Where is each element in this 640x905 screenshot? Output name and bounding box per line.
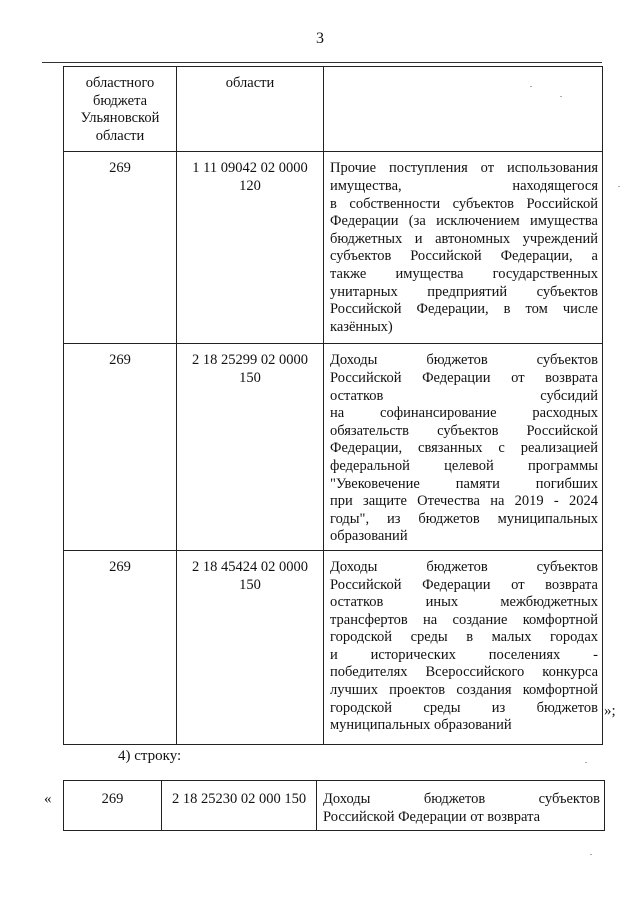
income-description [317, 781, 604, 828]
text-line: области [95, 127, 145, 144]
table-row [64, 152, 603, 344]
scan-speck [560, 96, 562, 97]
admin-code-cell [64, 152, 177, 344]
text-line: обязательств субъектов Российской [330, 422, 598, 439]
income-description [324, 551, 602, 739]
text-line: областного [85, 75, 155, 91]
admin-column-cell [64, 67, 177, 152]
text-line: Федерации, связанных с реализацией [330, 440, 598, 457]
text-line: городской среды в малых городах [330, 629, 598, 646]
text-line: Доходы бюджетов субъектов [330, 352, 598, 369]
header-col1-text [64, 67, 176, 151]
admin-code: 269 [101, 791, 124, 807]
income-codes-table [63, 66, 603, 745]
description-column-cell [324, 67, 603, 152]
text-line: унитарных предприятий субъектов [330, 283, 598, 300]
text-line: Федерации (за исключением имущества [330, 213, 598, 230]
text-line: субъектов Российской Федерации, а [330, 248, 598, 265]
budget-code: 2 18 25230 02 000 150 [171, 791, 307, 807]
income-description-cell [324, 550, 603, 744]
admin-code-cell [64, 550, 177, 744]
text-line: области [225, 75, 275, 91]
top-rule [42, 62, 602, 63]
amendment-subheading: 4) строку: [118, 748, 182, 764]
page-number: 3 [316, 30, 324, 47]
income-description-cell [317, 781, 605, 831]
text-line: в собственности субъектов Российской [330, 195, 598, 212]
text-line: Российской Федерации от возврата [330, 369, 598, 386]
header-col3-text [324, 67, 602, 79]
budget-code [177, 344, 323, 393]
text-line: годы", из бюджетов муниципальных [330, 510, 598, 527]
text-line: образований [330, 528, 408, 545]
text-line: Ульяновской [80, 110, 160, 127]
text-line: федеральной целевой программы [330, 457, 598, 474]
text-line: Российской Федерации от возврата [323, 808, 541, 825]
text-line: на софинансирование расходных [330, 405, 598, 422]
text-line: "Увековечение памяти погибших [330, 475, 598, 492]
text-line: остатков субсидий [330, 387, 598, 404]
text-line: при защите Отечества на 2019 - 2024 [330, 493, 598, 510]
admin-code-cell [64, 344, 177, 551]
scan-speck [590, 854, 592, 855]
income-description-cell [324, 344, 603, 551]
budget-code [177, 152, 323, 201]
text-line: 120 [239, 177, 261, 194]
income-description [324, 344, 602, 550]
scan-speck [618, 186, 620, 187]
admin-code-cell [64, 781, 162, 831]
table-continued-header-row [64, 67, 603, 152]
text-line: 150 [239, 369, 261, 386]
text-line: 2 18 45424 02 0000 [192, 558, 308, 575]
text-line: и исторических поселениях - [330, 646, 598, 663]
scan-speck [530, 86, 532, 87]
text-line: трансфертов на создание комфортной [330, 611, 598, 628]
text-line: бюджета [92, 92, 148, 109]
closing-quote: »; [604, 703, 616, 719]
text-line: имущества, находящегося [330, 177, 598, 194]
text-line: муниципальных образований [330, 717, 512, 734]
budget-code [177, 551, 323, 600]
text-line: Российской Федерации от возврата [330, 576, 598, 593]
table-row [64, 344, 603, 551]
text-line: Российской Федерации, в том числе [330, 301, 598, 318]
admin-code: 269 [109, 558, 131, 575]
text-line: 2 18 25299 02 0000 [192, 352, 308, 369]
text-line: 1 11 09042 02 0000 [192, 160, 308, 177]
text-line: казённых) [330, 318, 393, 335]
table-row [64, 781, 605, 831]
budget-code-cell [177, 344, 324, 551]
income-description [324, 152, 602, 340]
text-line: городской среды из бюджетов [330, 699, 598, 716]
text-line: Прочие поступления от использования [330, 160, 598, 177]
replacement-row-table [63, 780, 605, 831]
code-column-cell [177, 67, 324, 152]
text-line: также имущества государственных [330, 265, 598, 282]
text-line: лучших проектов создания комфортной [330, 682, 598, 699]
scan-speck [585, 762, 587, 763]
budget-code-cell [177, 550, 324, 744]
budget-code-cell [177, 152, 324, 344]
text-line: победителях Всероссийского конкурса [330, 664, 598, 681]
text-line: бюджетных и автономных учреждений [330, 230, 598, 247]
income-description-cell [324, 152, 603, 344]
admin-code: 269 [109, 352, 131, 369]
opening-quote: « [44, 791, 52, 807]
header-col2-text [177, 67, 323, 99]
table-row [64, 550, 603, 744]
text-line: 150 [239, 576, 261, 593]
budget-code-cell [162, 781, 317, 831]
text-line: остатков иных межбюджетных [330, 594, 598, 611]
text-line: Доходы бюджетов субъектов [323, 791, 600, 807]
admin-code: 269 [109, 160, 131, 177]
text-line: Доходы бюджетов субъектов [330, 558, 598, 575]
